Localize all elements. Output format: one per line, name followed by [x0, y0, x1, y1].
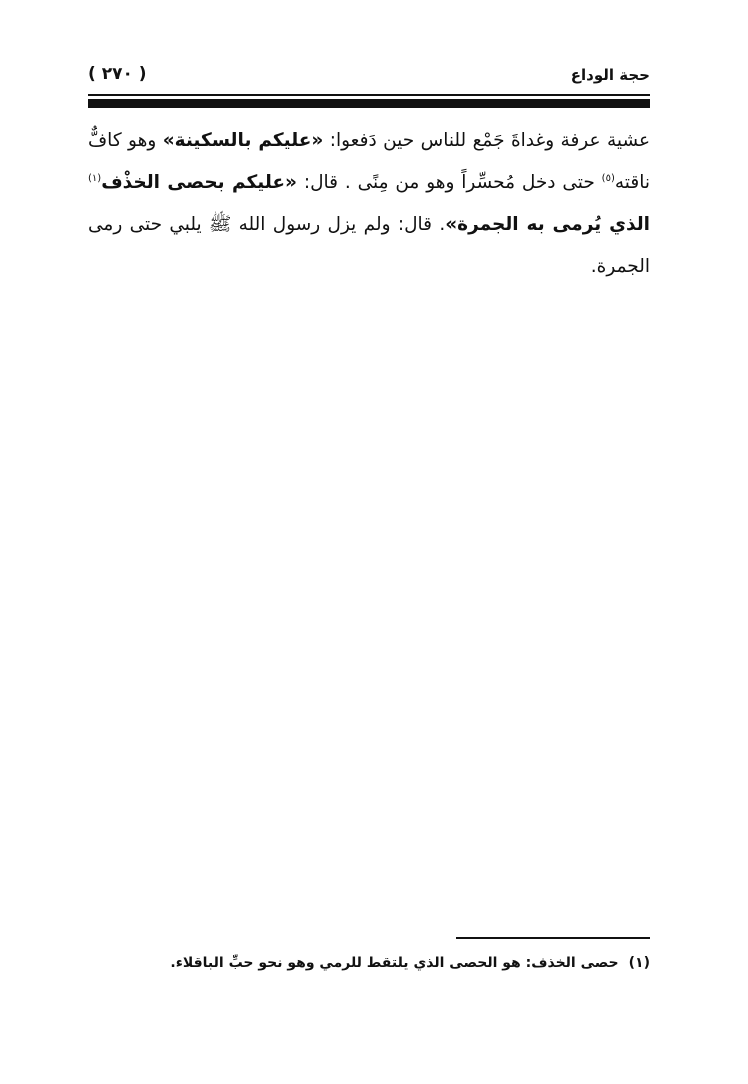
hadith-quote: «عليكم بحصى الخذْف: [101, 172, 297, 193]
paragraph: [88, 120, 650, 288]
footnotes: [88, 951, 650, 975]
running-header: [88, 62, 650, 88]
hadith-quote: الذي يُرمى به الجمرة»: [445, 214, 650, 235]
header-rule-thick: [88, 99, 650, 108]
footnote-reference: (١): [88, 172, 102, 184]
footnote-reference: (٥): [601, 172, 615, 184]
hadith-quote: «عليكم بالسكينة»: [162, 130, 324, 151]
chapter-title: حجة الوداع: [570, 66, 650, 84]
text-segment: حتى دخل مُحسِّراً وهو من مِنًى . قال:: [297, 172, 602, 193]
footnote-text: حصى الخذف: هو الحصى الذي يلتقط للرمي وهو نحو حبِّ الباقلاء.: [170, 955, 619, 971]
footnote: [88, 951, 650, 975]
main-text: [88, 120, 650, 288]
text-segment: . قال: ولم يزل رسول الله ﷺ يلبي حتى رمى الجمرة.: [88, 214, 650, 277]
footnote-number: (١): [628, 955, 650, 971]
text-segment: وهو كافٌّ ناقته: [88, 130, 650, 193]
page-number: ( ٢٧٠ ): [88, 64, 147, 84]
footnote-separator: [456, 937, 650, 939]
text-segment: عشية عرفة وغداةَ جَمْع للناس حين دَفعوا:: [323, 130, 650, 151]
header-rule-thin: [88, 94, 650, 96]
